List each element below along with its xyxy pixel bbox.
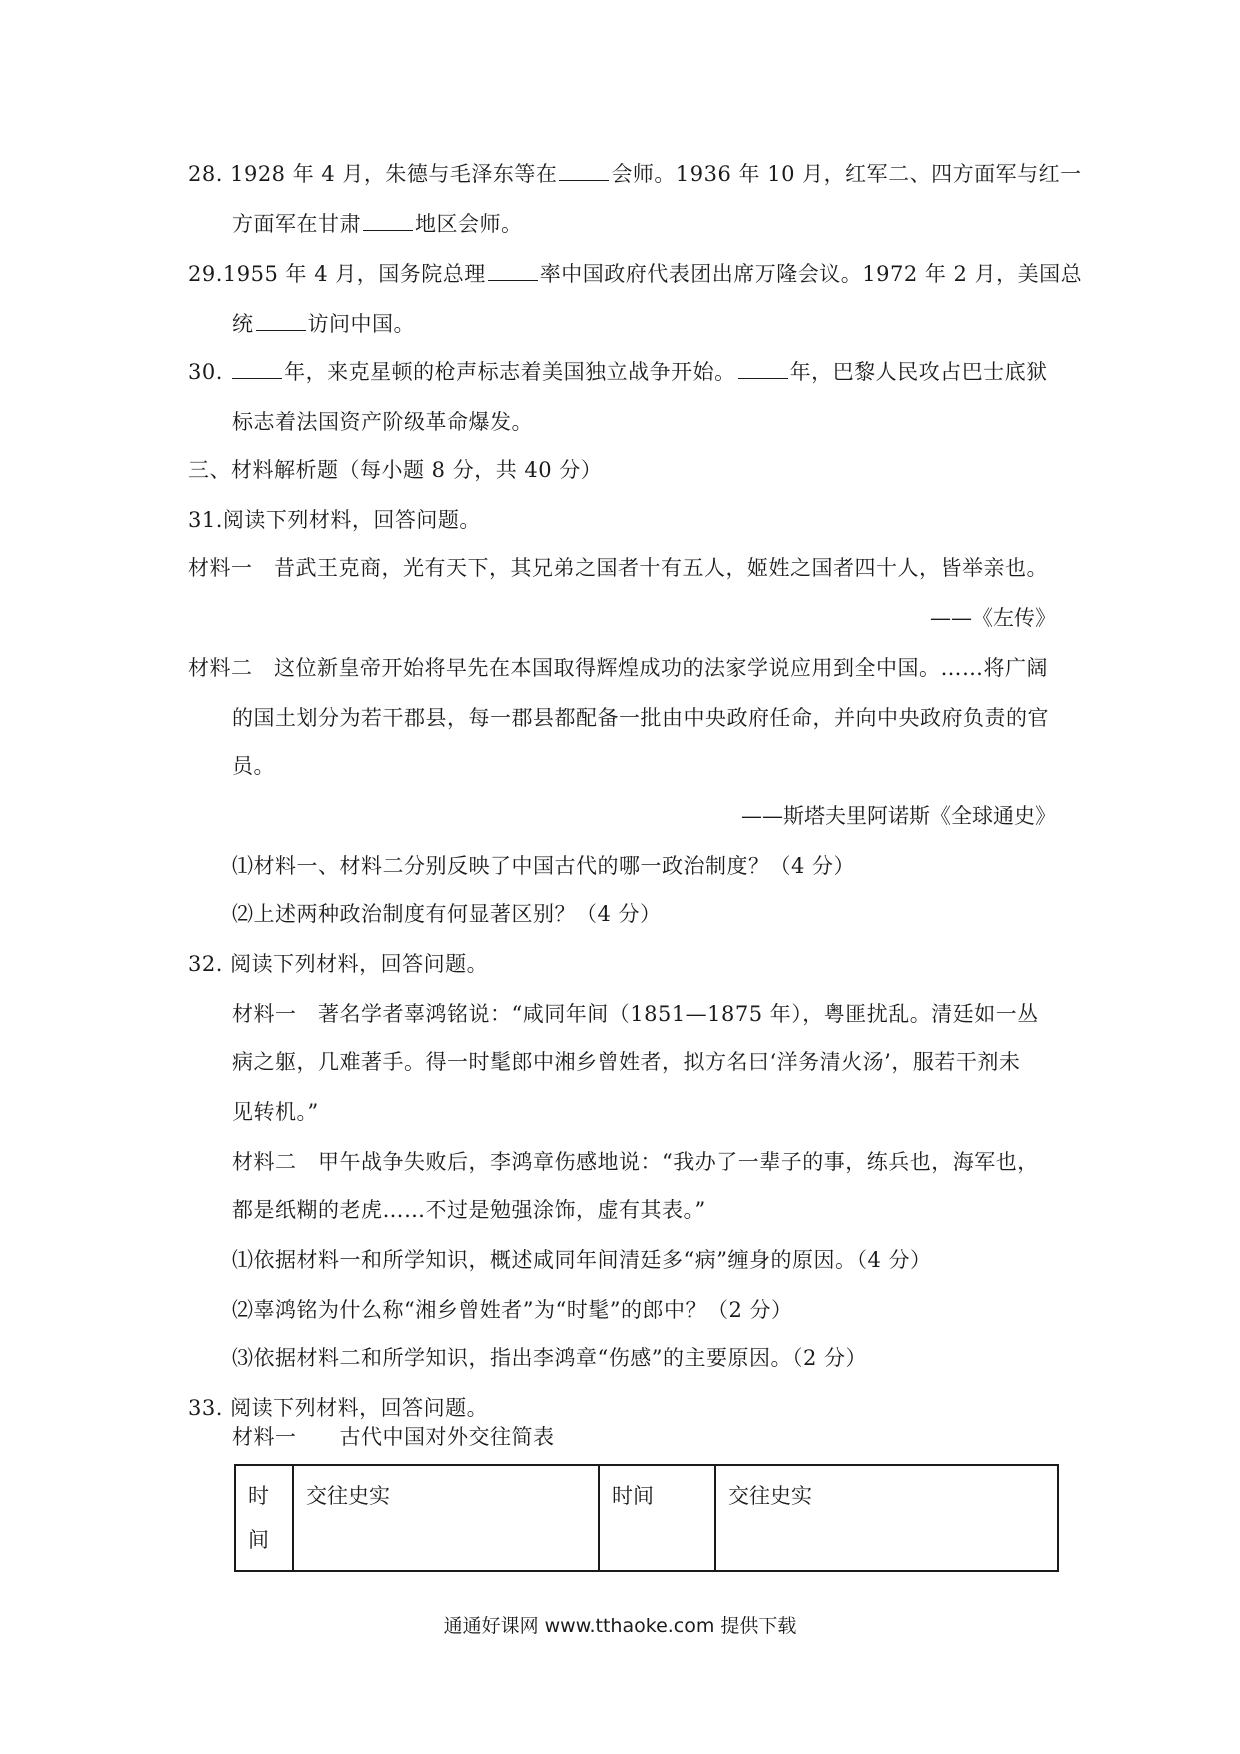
q28-text-a: 1928 年 4 月，朱德与毛泽东等在 — [230, 162, 558, 186]
q29-line1 — [188, 259, 1082, 289]
q29-text-a: 1955 年 4 月，国务院总理 — [222, 262, 486, 286]
q28-text-b: 会师。1936 年 10 月，红军二、四方面军与红一 — [611, 162, 1082, 186]
table-header-facts-2: 交往史实 — [715, 1465, 1058, 1571]
q31-material2-line2: 的国土划分为若干郡县，每一郡县都配备一批由中央政府任命，并向中央政府负责的官 — [232, 706, 1049, 730]
q32-intro: 32. 阅读下列材料，回答问题。 — [188, 952, 489, 976]
page-footer: 通通好课网 www.tthaoke.com 提供下载 — [443, 1615, 797, 1637]
q32-subquestion-2: ⑵辜鸿铭为什么称“湘乡曾姓者”为“时髦”的郎中？（2 分） — [232, 1298, 793, 1322]
q32-material1-line1: 材料一 著名学者辜鸿铭说：“咸同年间（1851—1875 年），粤匪扰乱。清廷如一丛 — [232, 1002, 1039, 1026]
q30-blank-1[interactable] — [232, 358, 282, 379]
q29-text-b: 率中国政府代表团出席万隆会议。1972 年 2 月，美国总 — [539, 262, 1083, 286]
q31-material1-source: ——《左传》 — [930, 606, 1056, 630]
q31-material2-source: ——斯塔夫里阿诺斯《全球通史》 — [741, 804, 1056, 828]
q28-text-c: 方面军在甘肃 — [232, 212, 361, 236]
q29-text-c: 统 — [232, 312, 254, 336]
q32-material1-line3: 见转机。” — [232, 1100, 319, 1124]
q30-text-b: 年，巴黎人民攻占巴士底狱 — [789, 360, 1048, 384]
table-header-facts-1: 交往史实 — [293, 1465, 599, 1571]
q33-material1-title: 材料一 古代中国对外交往简表 — [232, 1425, 555, 1449]
q28-line1 — [188, 159, 1082, 189]
q31-subquestion-2: ⑵上述两种政治制度有何显著区别？（4 分） — [232, 902, 662, 926]
q31-material2-line1: 材料二 这位新皇帝开始将早先在本国取得辉煌成功的法家学说应用到全中国。……将广阔 — [188, 656, 1048, 680]
q29-blank-1[interactable] — [488, 260, 538, 281]
q30-line1 — [188, 357, 1048, 387]
q32-material2-line1: 材料二 甲午战争失败后，李鸿章伤感地说：“我办了一辈子的事，练兵也，海军也， — [232, 1150, 1039, 1174]
q28-number: 28. — [188, 162, 223, 186]
q29-blank-2[interactable] — [256, 310, 306, 331]
q31-material1: 材料一 昔武王克商，光有天下，其兄弟之国者十有五人，姬姓之国者四十人，皆举亲也。 — [188, 556, 1048, 580]
q30-blank-2[interactable] — [738, 358, 788, 379]
q31-subquestion-1: ⑴材料一、材料二分别反映了中国古代的哪一政治制度？（4 分） — [232, 854, 856, 878]
table-header-row — [235, 1465, 1058, 1571]
q28-blank-1[interactable] — [559, 160, 609, 181]
q28-text-d: 地区会师。 — [415, 212, 523, 236]
q31-material2-line3: 员。 — [232, 754, 275, 778]
q30-text-a: 年，来克星顿的枪声标志着美国独立战争开始。 — [284, 360, 736, 384]
q32-subquestion-1: ⑴依据材料一和所学知识，概述咸同年间清廷多“病”缠身的原因。（4 分） — [232, 1248, 932, 1272]
section3-heading: 三、材料解析题（每小题 8 分，共 40 分） — [188, 458, 603, 482]
q29-line2 — [232, 309, 415, 339]
q28-blank-2[interactable] — [363, 210, 413, 231]
q30-text-c: 标志着法国资产阶级革命爆发。 — [232, 410, 533, 434]
q32-material1-line2: 病之躯，几难著手。得一时髦郎中湘乡曾姓者，拟方名曰‘洋务清火汤’，服若干剂未 — [232, 1050, 1021, 1074]
table-header-time-1: 时间 — [235, 1465, 293, 1571]
q30-line2 — [232, 407, 533, 437]
q28-line2 — [232, 209, 523, 239]
q29-text-d: 访问中国。 — [307, 312, 415, 336]
q32-material2-line2: 都是纸糊的老虎……不过是勉强涂饰，虚有其表。” — [232, 1198, 706, 1222]
q33-intro: 33. 阅读下列材料，回答问题。 — [188, 1396, 489, 1420]
table-header-time-2: 时间 — [599, 1465, 715, 1571]
q30-number: 30. — [188, 360, 223, 384]
q29-number: 29. — [188, 262, 223, 286]
q31-intro: 31.阅读下列材料，回答问题。 — [188, 508, 481, 532]
exchange-table — [234, 1464, 1059, 1572]
q32-subquestion-3: ⑶依据材料二和所学知识，指出李鸿章“伤感”的主要原因。（2 分） — [232, 1346, 868, 1370]
